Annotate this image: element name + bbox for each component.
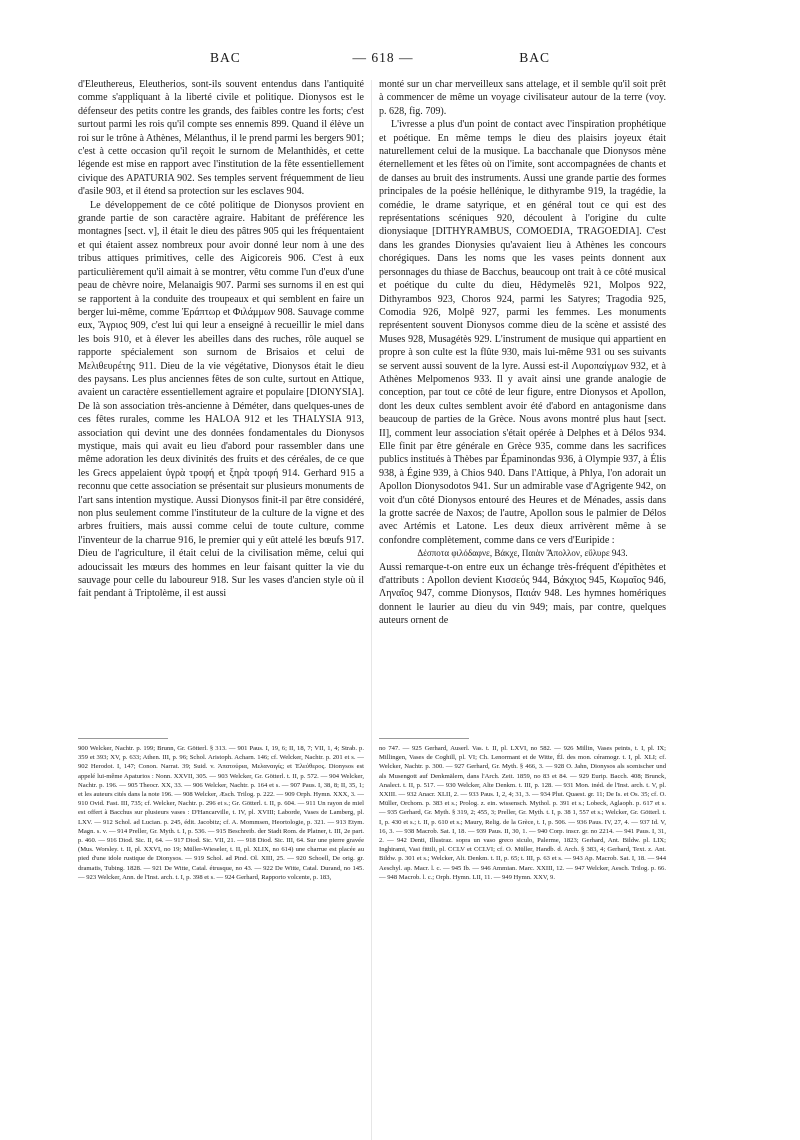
header-right-title: BAC xyxy=(519,50,550,65)
page-number: — 618 — xyxy=(352,50,414,65)
paragraph: d'Eleuthereus, Eleutherios, sont-ils souvent entendus dans l'antiquité comme s'appliquant à la liberté civile et politique. Dionysos est le défenseur des petits contre les grands, des faibles contre les forts; c'est surtout parmi les rois qu'il compte ses ennemis 899. Quand il élève un roi sur le trône à Athènes, Mélanthus, il le prend parmi les bergers 901; c'est à cette occasion qu'il reçoit le surnom de Melanthidès, et cette légende est mise en rapport avec l'institution de la fête essentiellement civique des APATURIA 902. Ses temples servent fréquemment de lieu d'asile 903, et il étend sa protection sur les esclaves 904. xyxy=(78,79,364,198)
running-header xyxy=(210,50,550,72)
paragraph: monté sur un char merveilleux sans attelage, et il semble qu'il soit prêt à commencer de même un voyage civilisateur autour de la terre (voy. p. 628, fig. 709). xyxy=(379,79,666,117)
right-column xyxy=(379,78,666,628)
footnotes-right: no 747. — 925 Gerhard, Auserl. Vas. t. II, pl. LXVI, no 582. — 926 Millin, Vases peints, t. I, pl. IX; Millingen, Vases de Coghill, pl. VI; Ch. Lenormant et de Witte, Él. des mon. céramogr. t. I, pl. XLI; cf. Welcker, Nachtr. p. 300. — 927 Gerhard, Gr. Myth. § 466, 3. — 928 O. Jahn, Dionysos als scenischer und als Musengott auf Denkmälern, dans l'Arch. Zeit. 1859, no 83 et 84. — 929 Eurip. Bacch. 408; Brunck, Analect. t. II, p. 517. — 930 Welcker, Alte Denkm. t. III, p. 128. — 931 Mon. inéd. de l'Inst. arch. t. V, pl. XXIII. — 932 Anacr. XLII, 2. — 933 Paus. I, 2, 4; 31, 3. — 934 Plut. Quaest. gr. 11; De Is. et Os. 35; cf. O. Müller, Orchom. p. 383 et s.; Prolog. z. ein. wissensch. Mythol. p. 391 et s.; Lobeck, Aglaoph. p. 617 et s. — 935 Gerhard, Gr. Myth. § 319, 2; 455, 3; Preller, Gr. Myth. t. I, p. 38 1, 557 et s.; Welcker, Gr. Götterl. t. I, p. 430 et s.; t. II, p. 610 et s.; Maury, Relig. de la Grèce, t. I, p. 506. — 936 Paus. IV, 27, 4. — 937 Id. V, 16, 3. — 938 Macrob. Sat. I, 18. — 939 Paus. II, 30, 1. — 940 Corp. inscr. gr. no 2214. — 941 Paus. I, 31, 2. — 942 Denti, Illustraz. sopra un vaso greco siculo, Palerme, 1823; Gerhard, Ant. Bildw. pl. LIX; Inghirami, Vasi fittili, pl. CCLV et CCLVI; cf. O. Müller, Handb. d. Arch. § 383, 4; Gerhard, Text. z. Ant. Bildw. p. 301 et s.; Welcker, Alt. Denkm. t. II, p. 65; t. III, p. 63 et s. — 943 Ap. Macrob. Sat. I, 18. — 944 Aeschyl. ap. Macr. l. c. — 945 Ib. — 946 Ammian. Marc. XXIII, 12. — 947 Welcker, Aesch. Trilog. p. 66. — 948 Macrob. l. c.; Orph. Hymn. LII, 11. — 949 Hymn. XXV, 9. xyxy=(379,745,666,881)
paragraph: L'ivresse a plus d'un point de contact avec l'inspiration prophétique et poétique. En même temps le dieu des plaisirs joyeux était naturellement celui de la musique. La bacchanale que Dionysos mène éternellement et les fêtes où on l'imite, sont accompagnées de chants et de danses au bruit des instruments. Aussi une grande partie des formes principales de la poésie hellénique, le dithyrambe 919, la tragédie, la comédie, le drame satyrique, et en général tout ce qui est des représentations scéniques 920, découlent à l'origine du culte dionysiaque [DITHYRAMBUS, COMOEDIA, TRAGOEDIA]. C'est dans les grandes Dionysies qu'avaient lieu à Athènes les concours chorégiques. Dans les noms que les vases peints donnent aux personnages du thiase de Bacchus, beaucoup ont trait à ce côté musical et poétique du culte du dieu, Hêdymelês 921, Molpos 922, Dithyrambos 923, Choros 924, parmi les Satyres; Tragodia 925, Comodia 926, Molpê 927, parmi les femmes. Les monuments représentent souvent Dionysos comme dieu de la scène et assisté des Muses 928, Musagétès 929. L'instrument de musique qui appartient en propre à son culte est la flûte 930, mais lui-même 931 ou ses suivants se servent aussi souvent de la lyre. Aussi est-il Λυροπαίγμων 932, et à Athènes Melpomenos 933. Il y avait ainsi une grande analogie de conception, par tout ce côté de leur figure, entre Dionysos et Apollon, dont les deux cultes semblent avoir été d'abord en antagonisme dans beaucoup de parties de la Grèce. Nous avons montré plus haut [sect. II], comment leur association s'était opérée à Delphes et à Délos 934. Elle finit par être générale en Grèce 935, comme dans les sacrifices publics institués à Thèbes par Épaminondas 936, à Olympie 937, à Élis 938, à Égine 939, à Chios 940. Dans l'Attique, à Phlya, l'on adorait un Apollon Dionysodotos 941. Sur un admirable vase d'Agrigente 942, on voit d'un côté Dionysos entouré des Heures et de Ménades, assis dans la grotte sacrée de Naxos; de l'autre, Apollon sous le palmier de Délos avec Artémis et Latone. Les deux dieux arrivèrent même à se confondre complètement, comme dans ce vers d'Euripide : xyxy=(379,119,666,546)
header-left-title: BAC xyxy=(210,50,241,65)
footnote-rule xyxy=(379,738,469,739)
euripides-quote: Δέσποτα φιλόδαφνε, Βάκχε, Παιὰν Ἄπολλον, εὔλυρε 943. xyxy=(417,548,628,559)
column-divider xyxy=(371,80,372,1140)
footnotes-left: 900 Welcker, Nachtr. p. 199; Brunn, Gr. Götterl. § 313. — 901 Paus. I, 19, 6; II, 18, 7; VII, 1, 4; Strab. p. 359 et 393; XV, p. 633; Athen. III, p. 96; Schol. Aristoph. Acharn. 146; cf. Welcker, Nachtr. p. 201 et s. — 902 Herodot. I, 147; Conon. Narrat. 39; Suid. v. Ἀπατούρια, Μελαναιγίς; et Ἐλεύθερος. Dionysos est appelé lui-même Apaturios : Nonn. XXVII, 305. — 903 Welcker, Gr. Götterl. t. II, p. 572. — 904 Welcker, Nachtr. p. 196. — 905 Theocr. XX, 33. — 906 Welcker, Nachtr. p. 164 et s. — 907 Paus. I, 38, 8; II, 35, 1; et les auteurs cités dans la note 196. — 908 Welcker, Æsch. Trilog. p. 222. — 909 Orph. Hymn. XXX, 3. — 910 Ovid. Fast. III, 735; cf. Welcker, Nachtr. p. 296 et s.; Gr. Götterl. t. II, p. 604. — 911 Un rayon de miel est offert à Bacchus sur plusieurs vases : D'Hancarville, t. IV, pl. XVIII; Laborde, Vases de Lamberg, pl. LXV. — 912 Schol. ad Lucian. p. 245, édit. Jacobitz; cf. A. Mommsen, Heortologie, p. 321. — 913 Etym. Magn. s. v. — 914 Preller, Gr. Myth. t. I, p. 536. — 915 Beschreib. der Stadt Rom. de Platner, t. III, 2e part. p. 460. — 916 Diod. Sic. II, 64. — 917 Diod. Sic. VII, 21. — 918 Diod. Sic. III, 64. Sur une pierre gravée (Mus. Worsley. t. II, pl. XXVI, no 19; Müller-Wieseler, t. II, pl. XLIX, no 614) une charrue est placée au pied d'une idole rustique de Dionysos. — 919 Schol. ad Pind. Ol. XIII, 25. — 920 Schoell, De orig. gr. dramatis, Tubing. 1828. — 921 De Witte, Catal. étrusque, no 43. — 922 De Witte, Catal. Durand, no 145. — 923 Welcker, Ann. de l'Inst. arch. t. I, p. 398 et s. — 924 Gerhard, Rapporto volcente, p. 183, xyxy=(78,745,364,881)
paragraph: Aussi remarque-t-on entre eux un échange très-fréquent d'épithètes et d'attributs : Apollon devient Κισσεύς 944, Βάκχιος 945, Κωμαῖος 946, Ληναῖος 947, comme Dionysos, Παιάν 948. Les hymnes homériques donnent le laurier au dieu du vin 949; mais, par contre, quelques auteurs ornent de xyxy=(379,561,666,627)
left-column xyxy=(78,78,364,601)
footnote-rule xyxy=(78,738,168,739)
paragraph: Le développement de ce côté politique de Dionysos provient en grande partie de son caractère agraire. Habitant de préférence les montagnes [sect. v], il était le dieu des pâtres 905 qui les fréquentaient et qui étaient assez nombreux pour avoir donné leur nom à une des tribus attiques primitives, celle des Aigicoreis 906. C'est à eux particulièrement qu'il aimait à se montrer, vêtu comme l'un d'eux d'une peau de chèvre noire, Melanaigis 907. Parmi ses surnoms il en est qui se rapportent à la conduite des troupeaux et qui semblent en faire un berger lui-même, comme Ἐράπτωρ et Φιλάμμων 908. Sauvage comme eux, Ἄγριος 909, c'est lui qui leur a enseigné à recueillir le miel dans les bois 910, et à élever les abeilles dans des ruches, rôle auquel se rapporte spécialement son surnom de Brisaios et celui de Μελιθευρέτης 911. Dieu de la vie végétative, Dionysos était le dieu des paysans. Les plus anciennes fêtes de son culte, surtout en Attique, avaient un caractère essentiellement agraire et populaire [DIONYSIA]. De là son association très-ancienne à Déméter, dans quelques-unes de ces fêtes rurales, comme les HALOA 912 et les THALYSIA 913, association qui devint une des données fondamentales du Dionysos mystique, mais qui avait eu lieu d'abord pour rassembler dans une même adoration les deux divinités des fruits et des céréales, de ce que les Grecs appelaient ὑγρὰ τροφή et ξηρὰ τροφή 914. Gerhard 915 a reconnu que cette association se présentait sur plusieurs monuments de l'art sans intention mystique. Aussi Dionysos finit-il par être considéré, non plus seulement comme l'instituteur de la culture de la vigne et des arbres fruitiers, mais aussi comme celui de toute culture, comme l'inventeur de la charrue 916, le premier qui y eût attelé les bœufs 917. Dieu de l'agriculture, il était celui de la civilisation même, celui qui adoucissait les mœurs des hommes en leur faisant quitter la vie du sauvage pour celle du laboureur 918. Sur les vases d'ancien style où il fait pendant à Triptolème, il est aussi xyxy=(78,199,364,600)
